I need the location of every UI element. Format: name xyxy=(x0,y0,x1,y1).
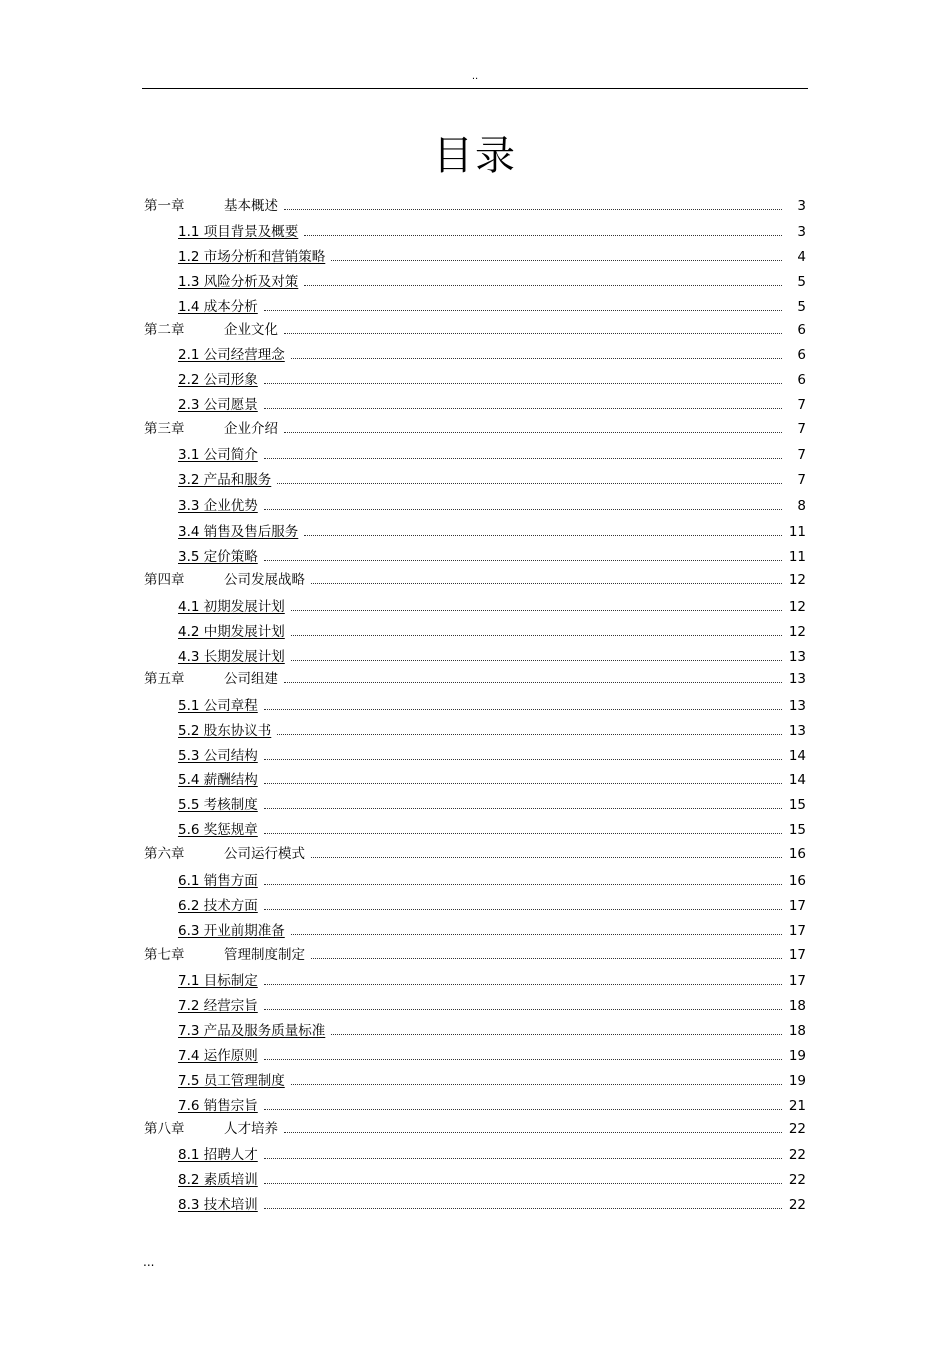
footer-mark: ... xyxy=(143,1255,155,1269)
toc-section-row[interactable] xyxy=(178,1170,806,1188)
toc-section-row[interactable] xyxy=(178,1046,806,1064)
toc-section-row[interactable] xyxy=(178,921,806,939)
toc-chapter-number: 第七章 xyxy=(144,947,185,963)
toc-dot-leader xyxy=(304,285,782,286)
toc-chapter-number: 第一章 xyxy=(144,198,185,214)
toc-page-number: 3 xyxy=(797,224,806,240)
toc-dot-leader xyxy=(284,432,782,433)
toc-section-row[interactable] xyxy=(178,820,806,838)
toc-chapter-row[interactable] xyxy=(144,320,806,338)
toc-section-row[interactable] xyxy=(178,770,806,788)
toc-section-row[interactable] xyxy=(178,395,806,413)
toc-page-number: 7 xyxy=(797,472,806,488)
toc-chapter-number: 第二章 xyxy=(144,322,185,338)
toc-dot-leader xyxy=(264,383,782,384)
toc-section-label: 3.1 公司简介 xyxy=(178,447,258,463)
toc-chapter-label xyxy=(144,572,305,588)
toc-section-row[interactable] xyxy=(178,696,806,714)
toc-dot-leader xyxy=(264,909,782,910)
toc-chapter-row[interactable] xyxy=(144,570,806,588)
toc-dot-leader xyxy=(264,808,782,809)
toc-section-label: 8.2 素质培训 xyxy=(178,1172,258,1188)
toc-dot-leader xyxy=(264,1158,782,1159)
toc-dot-leader xyxy=(264,509,782,510)
toc-dot-leader xyxy=(331,1034,782,1035)
toc-section-label: 7.6 销售宗旨 xyxy=(178,1098,258,1114)
toc-page-number: 12 xyxy=(788,599,806,615)
toc-section-label: 6.1 销售方面 xyxy=(178,873,258,889)
toc-section-row[interactable] xyxy=(178,247,806,265)
toc-dot-leader xyxy=(264,759,782,760)
toc-page-number: 11 xyxy=(788,549,806,565)
toc-section-label: 8.3 技术培训 xyxy=(178,1197,258,1213)
toc-section-row[interactable] xyxy=(178,871,806,889)
toc-page-number: 3 xyxy=(797,198,806,214)
toc-chapter-row[interactable] xyxy=(144,669,806,687)
toc-dot-leader xyxy=(304,235,782,236)
toc-section-row[interactable] xyxy=(178,496,806,514)
toc-section-label: 1.4 成本分析 xyxy=(178,299,258,315)
toc-chapter-row[interactable] xyxy=(144,945,806,963)
toc-section-label: 8.1 招聘人才 xyxy=(178,1147,258,1163)
toc-section-label: 7.3 产品及服务质量标准 xyxy=(178,1023,326,1039)
toc-page-number: 15 xyxy=(788,822,806,838)
toc-section-row[interactable] xyxy=(178,370,806,388)
toc-page-number: 5 xyxy=(797,274,806,290)
toc-chapter-label xyxy=(144,846,305,862)
toc-dot-leader xyxy=(284,333,782,334)
toc-dot-leader xyxy=(264,1208,782,1209)
toc-chapter-row[interactable] xyxy=(144,196,806,214)
toc-page-number: 6 xyxy=(797,322,806,338)
toc-chapter-label xyxy=(144,421,278,437)
toc-page-number: 22 xyxy=(788,1197,806,1213)
toc-chapter-title: 企业文化 xyxy=(224,322,278,338)
toc-chapter-title: 人才培养 xyxy=(224,1121,278,1137)
toc-chapter-label xyxy=(144,671,278,687)
toc-dot-leader xyxy=(311,857,782,858)
toc-section-row[interactable] xyxy=(178,622,806,640)
header-rule xyxy=(142,88,808,89)
toc-dot-leader xyxy=(291,635,782,636)
toc-page-number: 17 xyxy=(788,973,806,989)
toc-chapter-number: 第六章 xyxy=(144,846,185,862)
toc-chapter-title: 公司组建 xyxy=(224,671,278,687)
toc-page-number: 7 xyxy=(797,397,806,413)
toc-section-row[interactable] xyxy=(178,996,806,1014)
toc-section-row[interactable] xyxy=(178,896,806,914)
toc-section-label: 3.4 销售及售后服务 xyxy=(178,524,299,540)
toc-section-label: 2.3 公司愿景 xyxy=(178,397,258,413)
toc-section-label: 4.3 长期发展计划 xyxy=(178,649,285,665)
toc-section-label: 7.2 经营宗旨 xyxy=(178,998,258,1014)
toc-section-row[interactable] xyxy=(178,721,806,739)
toc-section-row[interactable] xyxy=(178,1071,806,1089)
toc-page-number: 21 xyxy=(788,1098,806,1114)
toc-page-number: 8 xyxy=(797,498,806,514)
toc-page-number: 5 xyxy=(797,299,806,315)
toc-page-number: 13 xyxy=(788,649,806,665)
toc-dot-leader xyxy=(264,1183,782,1184)
toc-section-row[interactable] xyxy=(178,297,806,315)
toc-chapter-title: 公司发展战略 xyxy=(224,572,305,588)
toc-section-label: 2.1 公司经营理念 xyxy=(178,347,285,363)
toc-dot-leader xyxy=(284,1132,782,1133)
toc-section-row[interactable] xyxy=(178,1145,806,1163)
toc-page-number: 22 xyxy=(788,1121,806,1137)
toc-dot-leader xyxy=(264,310,782,311)
toc-page-number: 14 xyxy=(788,748,806,764)
toc-section-row[interactable] xyxy=(178,1021,806,1039)
toc-section-row[interactable] xyxy=(178,746,806,764)
toc-section-row[interactable] xyxy=(178,547,806,565)
toc-section-row[interactable] xyxy=(178,222,806,240)
toc-page-number: 19 xyxy=(788,1048,806,1064)
toc-page-number: 16 xyxy=(788,846,806,862)
header-mark: .. xyxy=(471,71,479,82)
toc-page-number: 7 xyxy=(797,447,806,463)
toc-section-row[interactable] xyxy=(178,445,806,463)
toc-dot-leader xyxy=(284,682,782,683)
toc-dot-leader xyxy=(284,209,782,210)
toc-dot-leader xyxy=(311,958,782,959)
toc-dot-leader xyxy=(264,560,782,561)
toc-section-label: 5.5 考核制度 xyxy=(178,797,258,813)
toc-section-label: 5.2 股东协议书 xyxy=(178,723,272,739)
toc-section-row[interactable] xyxy=(178,272,806,290)
toc-chapter-number: 第五章 xyxy=(144,671,185,687)
toc-section-row[interactable] xyxy=(178,1195,806,1213)
toc-dot-leader xyxy=(264,1109,782,1110)
toc-section-row[interactable] xyxy=(178,470,806,488)
toc-dot-leader xyxy=(277,734,782,735)
toc-page-number: 16 xyxy=(788,873,806,889)
toc-section-label: 5.6 奖惩规章 xyxy=(178,822,258,838)
toc-dot-leader xyxy=(291,358,782,359)
toc-dot-leader xyxy=(291,1084,782,1085)
toc-page-number: 17 xyxy=(788,898,806,914)
toc-dot-leader xyxy=(277,483,782,484)
toc-page-number: 6 xyxy=(797,372,806,388)
toc-dot-leader xyxy=(264,458,782,459)
toc-section-label: 6.3 开业前期准备 xyxy=(178,923,285,939)
toc-section-row[interactable] xyxy=(178,1096,806,1114)
toc-chapter-label xyxy=(144,947,305,963)
toc-chapter-number: 第八章 xyxy=(144,1121,185,1137)
toc-section-row[interactable] xyxy=(178,522,806,540)
toc-section-label: 7.4 运作原则 xyxy=(178,1048,258,1064)
toc-section-row[interactable] xyxy=(178,345,806,363)
toc-dot-leader xyxy=(291,660,782,661)
toc-dot-leader xyxy=(304,535,782,536)
toc-section-label: 6.2 技术方面 xyxy=(178,898,258,914)
toc-page-number: 14 xyxy=(788,772,806,788)
toc-section-label: 3.3 企业优势 xyxy=(178,498,258,514)
toc-section-label: 7.5 员工管理制度 xyxy=(178,1073,285,1089)
toc-section-label: 1.3 风险分析及对策 xyxy=(178,274,299,290)
toc-chapter-row[interactable] xyxy=(144,844,806,862)
toc-chapter-label xyxy=(144,322,278,338)
toc-section-label: 1.2 市场分析和营销策略 xyxy=(178,249,326,265)
toc-chapter-title: 企业介绍 xyxy=(224,421,278,437)
toc-page-number: 18 xyxy=(788,1023,806,1039)
toc-chapter-title: 基本概述 xyxy=(224,198,278,214)
toc-chapter-number: 第三章 xyxy=(144,421,185,437)
toc-section-label: 4.1 初期发展计划 xyxy=(178,599,285,615)
toc-page-number: 19 xyxy=(788,1073,806,1089)
toc-page-number: 22 xyxy=(788,1172,806,1188)
toc-chapter-row[interactable] xyxy=(144,419,806,437)
toc-section-label: 1.1 项目背景及概要 xyxy=(178,224,299,240)
toc-section-label: 2.2 公司形象 xyxy=(178,372,258,388)
toc-dot-leader xyxy=(291,610,782,611)
toc-page-number: 4 xyxy=(797,249,806,265)
toc-chapter-title: 公司运行模式 xyxy=(224,846,305,862)
toc-chapter-label xyxy=(144,1121,278,1137)
toc-chapter-title: 管理制度制定 xyxy=(224,947,305,963)
toc-page-number: 13 xyxy=(788,698,806,714)
toc-section-row[interactable] xyxy=(178,647,806,665)
toc-section-row[interactable] xyxy=(178,795,806,813)
toc-section-row[interactable] xyxy=(178,971,806,989)
toc-dot-leader xyxy=(264,408,782,409)
toc-page-number: 6 xyxy=(797,347,806,363)
toc-page-number: 12 xyxy=(788,572,806,588)
toc-dot-leader xyxy=(264,833,782,834)
toc-section-label: 3.5 定价策略 xyxy=(178,549,258,565)
toc-chapter-row[interactable] xyxy=(144,1119,806,1137)
toc-chapter-number: 第四章 xyxy=(144,572,185,588)
toc-dot-leader xyxy=(264,1009,782,1010)
toc-page-number: 17 xyxy=(788,947,806,963)
toc-section-row[interactable] xyxy=(178,597,806,615)
toc-chapter-label xyxy=(144,198,278,214)
toc-section-label: 5.3 公司结构 xyxy=(178,748,258,764)
toc-page-number: 7 xyxy=(797,421,806,437)
toc-dot-leader xyxy=(264,783,782,784)
toc-page-number: 15 xyxy=(788,797,806,813)
toc-page-number: 12 xyxy=(788,624,806,640)
toc-section-label: 4.2 中期发展计划 xyxy=(178,624,285,640)
toc-page-number: 13 xyxy=(788,723,806,739)
toc-section-label: 7.1 目标制定 xyxy=(178,973,258,989)
page-title: 目录 xyxy=(433,133,517,179)
toc-section-label: 3.2 产品和服务 xyxy=(178,472,272,488)
toc-page-number: 22 xyxy=(788,1147,806,1163)
toc-dot-leader xyxy=(291,934,782,935)
toc-dot-leader xyxy=(311,583,782,584)
toc-dot-leader xyxy=(264,709,782,710)
toc-page-number: 17 xyxy=(788,923,806,939)
toc-dot-leader xyxy=(331,260,782,261)
toc-dot-leader xyxy=(264,984,782,985)
toc-page-number: 13 xyxy=(788,671,806,687)
toc-section-label: 5.1 公司章程 xyxy=(178,698,258,714)
toc-dot-leader xyxy=(264,1059,782,1060)
toc-page-number: 11 xyxy=(788,524,806,540)
toc-page-number: 18 xyxy=(788,998,806,1014)
toc-section-label: 5.4 薪酬结构 xyxy=(178,772,258,788)
toc-dot-leader xyxy=(264,884,782,885)
